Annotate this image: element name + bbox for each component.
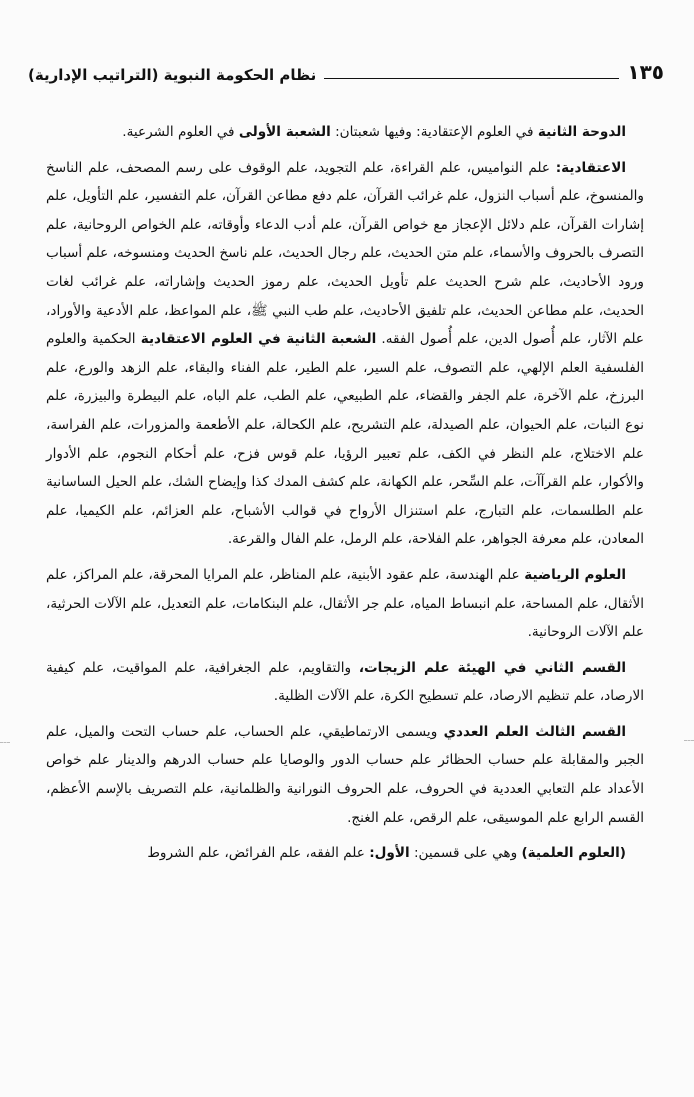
p1-bold-1: الدوحة الثانية <box>537 124 626 140</box>
p3-text-1: علم الهندسة، علم عقود الأبنية، علم المناظر، علم المرايا المحرقة، علم المراكز، علم الأثقال، علم المساحة، علم انبساط المياه، علم جر الأثقال، علم البنكامات، علم التعديل، علم الآلات الحرثية، علم الآلات الروحانية. <box>46 566 644 641</box>
paragraph-5 <box>46 718 644 832</box>
p6-text-1: وهي على قسمين: <box>409 845 522 862</box>
p5-text-1: ويسمى الارتماطيقي، علم الحساب، علم حساب التحت والميل، علم الجبر والمقابلة علم حساب الحظائر علم حساب الدور والوصايا علم حساب الدرهم والدينار علم خواص الأعداد علم التعابي العددية في الحروف، علم الحروف النورانية والظلمانية، علم التصريف بالإسم الأعظم، القسم الرابع علم الموسيقى، علم الرقص، علم الغنج. <box>46 723 644 826</box>
header-rule <box>324 78 619 79</box>
right-margin-mark <box>684 740 694 741</box>
p2-bold-1: الاعتقادية: <box>555 159 626 176</box>
p1-text-2: في العلوم الشرعية. <box>122 124 239 140</box>
left-margin-mark <box>0 742 10 743</box>
paragraph-4 <box>46 654 644 711</box>
p2-bold-2: الشعبة الثانية في العلوم الاعتقادية <box>140 331 377 348</box>
p6-bold-2: الأول: <box>369 845 410 862</box>
paragraph-2 <box>46 154 644 554</box>
paragraph-6 <box>46 839 644 868</box>
page-number: ١٣٥ <box>627 60 664 84</box>
paragraph-3 <box>46 561 644 647</box>
p5-bold-1: القسم الثالث العلم العددي <box>443 723 626 740</box>
p4-text-1: والتقاويم، علم الجغرافية، علم المواقيت، علم كيفية الارصاد، علم تنظيم الارصاد، علم تسطيح الكرة، علم الآلات الظلية. <box>46 659 644 705</box>
p1-text-1: في العلوم الإعتقادية: وفيها شعبتان: <box>330 124 538 140</box>
paragraph-1 <box>46 118 644 147</box>
p6-text-2: علم الفقه، علم الفرائض، علم الشروط <box>147 845 370 862</box>
p6-bold-1: (العلوم العلمية) <box>521 845 626 862</box>
p3-bold-1: العلوم الرياضية <box>524 566 627 583</box>
running-title: نظام الحكومة النبوية (التراتيب الإدارية) <box>28 66 317 84</box>
page-header <box>28 56 664 84</box>
page-body <box>46 118 644 875</box>
p1-bold-2: الشعبة الأولى <box>238 124 331 140</box>
p2-text-2: الحكمية والعلوم الفلسفية العلم الإلهي، علم التصوف، علم السير، علم الطير، علم الفناء والبقاء، علم الزهد والورع، علم البرزخ، علم الآخرة، علم الجفر والقضاء، علم الطبيعي، علم الطب، علم الباه، علم البيطرة والبيزرة، علم نوع النبات، علم الحيوان، علم الصيدلة، علم التشريح، علم الكحالة، علم الأطعمة والمزورات، علم الفراسة، علم الاختلاج، علم النظر في الكف، علم تعبير الرؤيا، علم قوس فزح، علم أحكام النجوم، علم الأدوار والأكوار، علم القرآآت، علم السِّحر، علم الكهانة، علم كشف المدك كذا وإيضاح الشك، علم الحيل الساسانية علم الطلسمات، علم التبارج، علم استنزال الأرواح في قوالب الأشباح، علم العزائم، علم الكيميا، علم المعادن، علم معرفة الجواهر، علم الفلاحة، علم الرمل، علم الفال والقرعة. <box>46 331 644 548</box>
p2-text-1: علم النواميس، علم القراءة، علم التجويد، علم الوقوف على رسم المصحف، علم الناسخ والمنسوخ، علم أسباب النزول، علم غرائب القرآن، علم دفع مطاعن القرآن، علم التفسير، علم التأويل، علم إشارات القرآن، علم دلائل الإعجاز مع خواص القرآن، علم أدب الدعاء وأوقاته، علم الخواص الروحانية، علم التصرف بالحروف والأسماء، علم متن الحديث، علم رجال الحديث، علم ناسخ الحديث ومنسوخه، علم أسباب ورود الأحاديث، علم شرح الحديث علم تأويل الحديث، علم رموز الحديث وإشاراته، علم غرائب لغات الحديث، علم مطاعن الحديث، علم تلفيق الأحاديث، علم طب النبي ﷺ، علم المواعظ، علم الأدعية والأوراد، علم الآثار، علم أُصول الدين، علم أُصول الفقه. <box>46 159 644 348</box>
p4-bold-1: القسم الثاني في الهيئة علم الزيجات، <box>358 659 626 676</box>
